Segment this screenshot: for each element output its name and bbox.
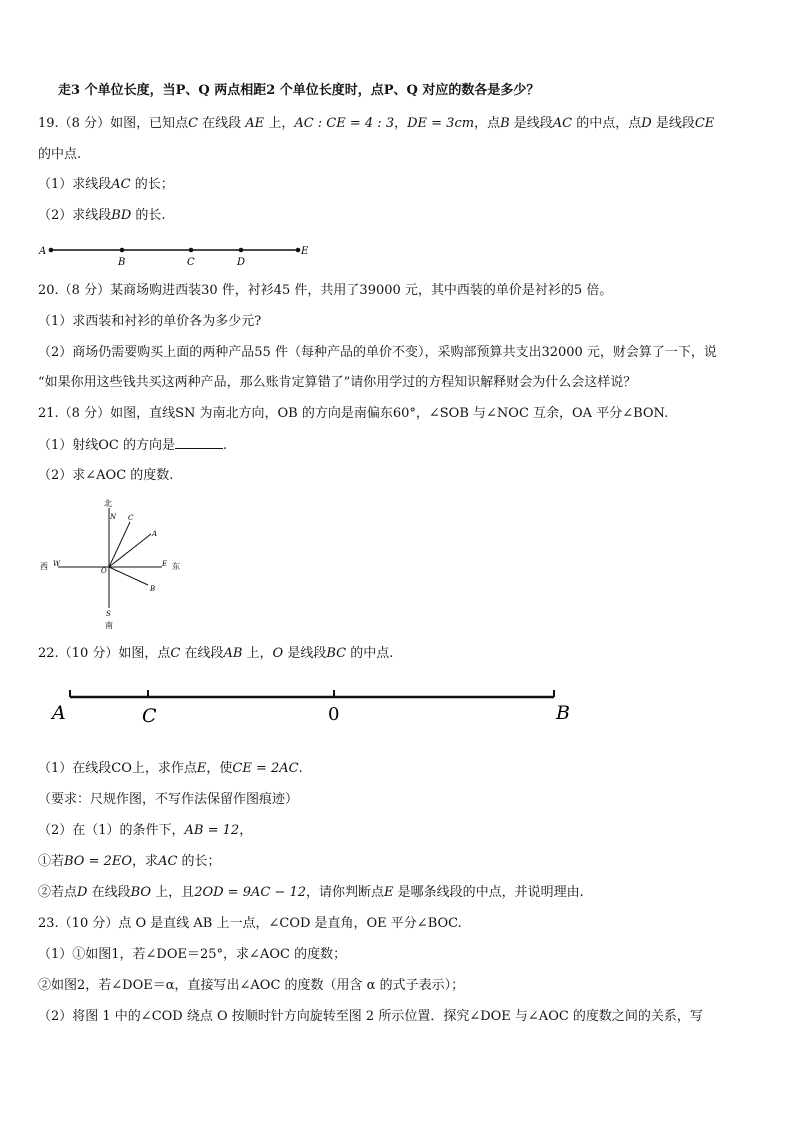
q21-sub1 [38, 436, 764, 455]
q22-case2-point: D [77, 885, 88, 900]
q19-sub2-text: 的长. [131, 208, 166, 223]
q20-sub2: （2）商场仍需要购买上面的两种产品55 件（每种产品的单价不变），采购部预算共支出32000 元，财会算了一下，说 [38, 345, 717, 360]
q19-text: ，点 [474, 116, 501, 131]
q23-sub1-part2: ②如图2，若∠DOE＝α，直接写出∠AOC 的度数（用含 α 的式子表示）； [38, 978, 465, 993]
label-o: O [101, 567, 107, 575]
q22-requirement: （要求：尺规作图，不写作法保留作图痕迹） [38, 792, 299, 807]
answer-blank [175, 436, 223, 449]
q22-case2-text: 在线段 [87, 885, 131, 900]
label-w: W [53, 560, 61, 568]
q22-sub1-point: E [196, 761, 207, 776]
q22-point: C [170, 646, 181, 661]
q21-sub2: （2）求∠AOC 的度数. [38, 468, 174, 483]
q19-text: 是线段 [651, 116, 695, 131]
q22-case2-text: ②若点 [38, 885, 78, 900]
label-d: D [237, 257, 246, 268]
q19-text: 上， [264, 116, 295, 131]
q22-segment-figure [44, 680, 584, 728]
q19-point: B [500, 116, 510, 131]
label-e: E [301, 246, 309, 257]
point-c-dot [189, 248, 194, 253]
q22-sub2-formula: AB = 12 [184, 823, 240, 838]
q19-point: D [641, 116, 652, 131]
q19-sub2-segment: BD [111, 208, 132, 223]
q22-text: 的中点. [346, 646, 394, 661]
q19-sub1-segment: AC [111, 177, 131, 192]
q22-text: 是线段 [283, 646, 327, 661]
q19-text: 在线段 [198, 116, 246, 131]
ray-oa [109, 534, 151, 567]
label-east: 东 [172, 562, 180, 571]
q22-sub1-text: （1）在线段CO上，求作点 [38, 761, 197, 776]
q19-sub2-text: （2）求线段 [38, 208, 112, 223]
point-b-dot [120, 248, 125, 253]
q22-case2-text: 上，且 [151, 885, 195, 900]
q20-stem: 20.（8 分）某商场购进西装30 件，衬衫45 件，共用了39000 元，其中西装的单价是衬衫的5 倍。 [38, 283, 613, 298]
q22-case1-formula: BO = 2EO [64, 854, 133, 869]
q22-case1-text: ，求 [132, 854, 159, 869]
q22-case2-text: ，请你判断点 [306, 885, 385, 900]
q22-point: O [272, 646, 284, 661]
q20-sub2-cont: “如果你用这些钱共买这两种产品，那么账肯定算错了”请你用学过的方程知识解释财会为什么会这样说？ [38, 375, 637, 390]
q22-sub2-text: （2）在（1）的条件下， [38, 823, 185, 838]
label-c: C [142, 705, 157, 727]
q19-sub1-text: （1）求线段 [38, 177, 112, 192]
q19-stem [38, 115, 764, 133]
q22-case2 [38, 884, 764, 902]
label-s: S [106, 610, 111, 618]
q22-sub2-text: ， [239, 823, 253, 838]
q19-length: DE = 3cm [407, 116, 475, 131]
label-a: A [52, 702, 66, 724]
q22-text: 上， [242, 646, 273, 661]
q23-sub2: （2）将图 1 中的∠COD 绕点 O 按顺时针方向旋转至图 2 所示位置．探究∠DOE 与∠AOC 的度数之间的关系，写 [38, 1009, 703, 1024]
label-e: E [162, 560, 168, 568]
q19-segment: AE [245, 116, 265, 131]
q19-ratio: AC : CE = 4 : 3 [294, 116, 395, 131]
q22-sub1-formula: CE = 2AC [232, 761, 299, 776]
q21-compass-figure [34, 496, 194, 634]
q22-text: 22.（10 分）如图，点 [38, 646, 171, 661]
q22-stem [38, 645, 764, 663]
label-c: C [187, 257, 195, 268]
label-north: 北 [104, 499, 112, 508]
label-b: B [556, 702, 570, 724]
q21-sub1-period: . [223, 438, 228, 453]
q19-segment-figure [36, 240, 326, 270]
ray-oc [109, 522, 130, 567]
label-o: 0 [328, 704, 340, 725]
q22-sub1 [38, 760, 764, 778]
point-d-dot [239, 248, 244, 253]
label-west: 西 [40, 562, 48, 571]
q22-case2-formula: 2OD = 9AC − 12 [194, 885, 307, 900]
ray-ob [109, 567, 148, 585]
q19-text: 是线段 [509, 116, 553, 131]
q19-sub1-text: 的长； [130, 177, 174, 192]
q21-stem: 21.（8 分）如图，直线SN 为南北方向，OB 的方向是南偏东60°，∠SOB 与∠NOC 互余，OA 平分∠BON. [38, 406, 669, 421]
q23-stem: 23.（10 分）点 O 是直线 AB 上一点，∠COD 是直角，OE 平分∠BOC. [38, 916, 462, 931]
label-a: A [39, 246, 47, 257]
q19-text: ， [394, 116, 408, 131]
q22-case1-text: ①若 [38, 854, 65, 869]
label-south: 南 [105, 621, 113, 630]
q20-sub1: （1）求西装和衬衫的单价各为多少元? [38, 314, 262, 329]
label-n: N [110, 513, 117, 521]
q22-segment: AB [223, 646, 243, 661]
q19-segment: CE [694, 116, 715, 131]
q22-case1-text: 的长； [177, 854, 221, 869]
q19-head: 19.（8 分）如图，已知点 [38, 116, 189, 131]
q22-sub1-text: ，使 [206, 761, 233, 776]
q19-sub2 [38, 207, 764, 225]
q23-sub1: （1）①如图1，若∠DOE＝25°，求∠AOC 的度数； [38, 947, 347, 962]
q22-case1 [38, 853, 764, 871]
q22-sub2 [38, 822, 764, 840]
q22-case1-segment: AC [158, 854, 178, 869]
q22-case2-point: E [384, 885, 394, 900]
point-a-dot [49, 248, 54, 253]
label-b: B [118, 257, 126, 268]
q19-stem-cont: 的中点. [38, 147, 82, 162]
point-e-dot [296, 248, 301, 253]
q21-sub1-text: （1）射线OC 的方向是 [38, 438, 176, 453]
q22-segment: BC [326, 646, 347, 661]
q19-segment: AC [552, 116, 573, 131]
q19-point: C [188, 116, 199, 131]
q19-sub1 [38, 176, 764, 194]
label-ob: B [150, 585, 156, 593]
q22-sub1-text: . [298, 761, 303, 776]
q19-text: 的中点，点 [572, 116, 642, 131]
label-oa: A [152, 530, 158, 538]
q22-case2-segment: BO [130, 885, 152, 900]
continued-question-text: 走3 个单位长度，当P、Q 两点相距2 个单位长度时，点P、Q 对应的数各是多少？ [58, 83, 540, 98]
q22-text: 在线段 [180, 646, 224, 661]
q22-case2-text: 是哪条线段的中点，并说明理由. [393, 885, 584, 900]
label-oc: C [128, 514, 134, 522]
